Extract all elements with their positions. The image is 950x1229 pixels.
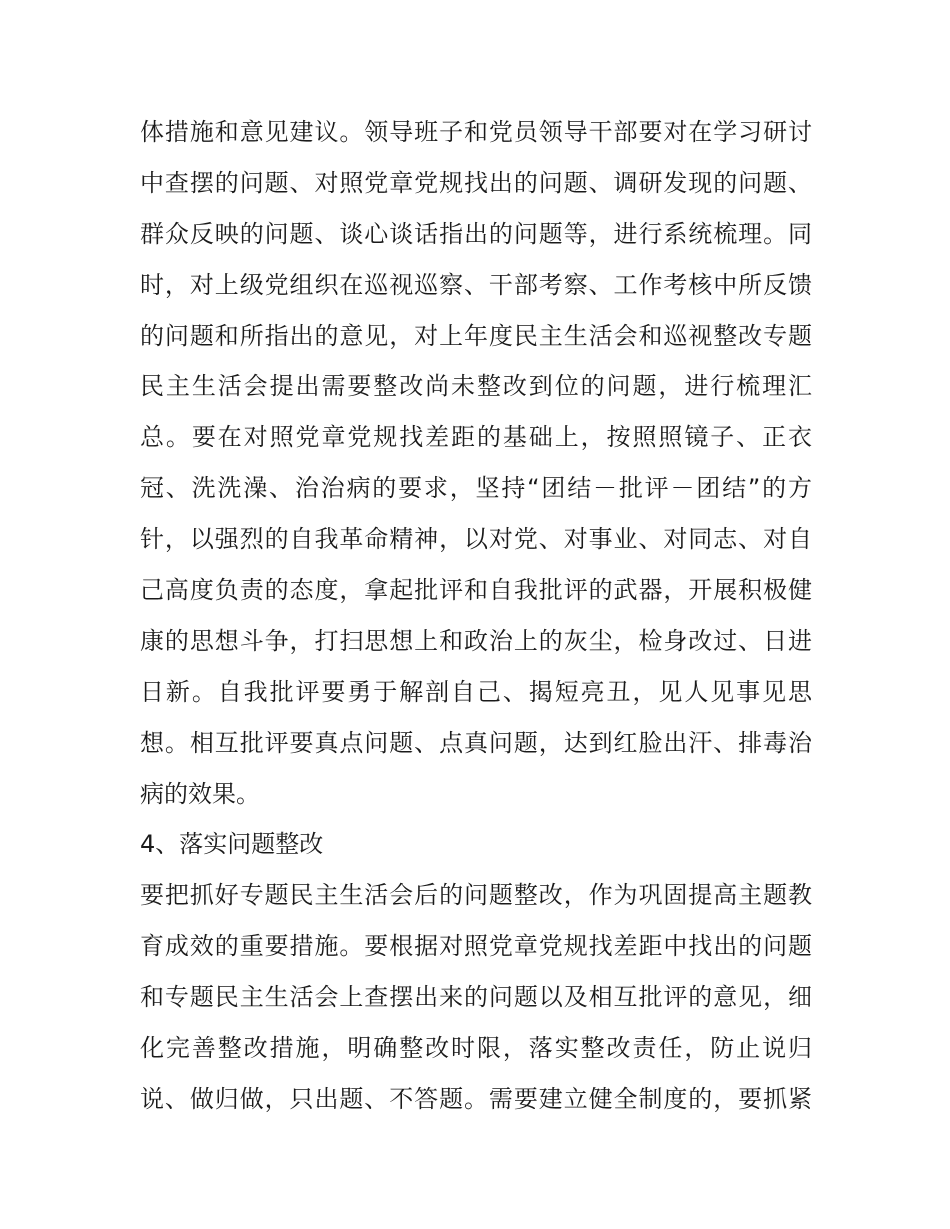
text-line: 和专题民主生活会上查摆出来的问题以及相互批评的意见，细 [140,983,812,1012]
text-line: 说、做归做，只出题、不答题。需要建立健全制度的，要抓紧 [140,1084,812,1113]
text-line: 体措施和意见建议。领导班子和党员领导干部要对在学习研讨 [140,118,812,146]
text-line: 的问题和所指出的意见，对上年度民主生活会和巡视整改专题 [140,321,812,350]
body-text [140,107,812,1125]
text-line: 康的思想斗争，打扫思想上和政治上的灰尘，检身改过、日进 [140,626,812,655]
text-line: 己高度负责的态度，拿起批评和自我批评的武器，开展积极健 [140,576,812,605]
text-line: 日新。自我批评要勇于解剖自己、揭短亮丑，见人见事见思 [140,677,812,706]
text-line: 病的效果。 [140,779,260,808]
text-line: 想。相互批评要真点问题、点真问题，达到红脸出汗、排毒治 [140,728,812,757]
text-line: 育成效的重要措施。要根据对照党章党规找差距中找出的问题 [140,932,812,961]
text-line: 冠、洗洗澡、治治病的要求，坚持“团结－批评－团结”的方 [140,474,812,503]
section-heading: 4、落实问题整改 [140,830,324,859]
text-line: 要把抓好专题民主生活会后的问题整改，作为巩固提高主题教 [140,881,812,910]
text-line: 化完善整改措施，明确整改时限，落实整改责任，防止说归 [140,1034,812,1063]
text-line: 针，以强烈的自我革命精神，以对党、对事业、对同志、对自 [140,525,812,554]
text-line: 总。要在对照党章党规找差距的基础上，按照照镜子、正衣 [140,423,812,452]
text-line: 民主生活会提出需要整改尚未整改到位的问题，进行梳理汇 [140,372,812,401]
text-line: 群众反映的问题、谈心谈话指出的问题等，进行系统梳理。同 [140,219,812,248]
text-line: 中查摆的问题、对照党章党规找出的问题、调研发现的问题、 [140,168,812,197]
text-line: 时，对上级党组织在巡视巡察、干部考察、工作考核中所反馈 [140,270,812,299]
